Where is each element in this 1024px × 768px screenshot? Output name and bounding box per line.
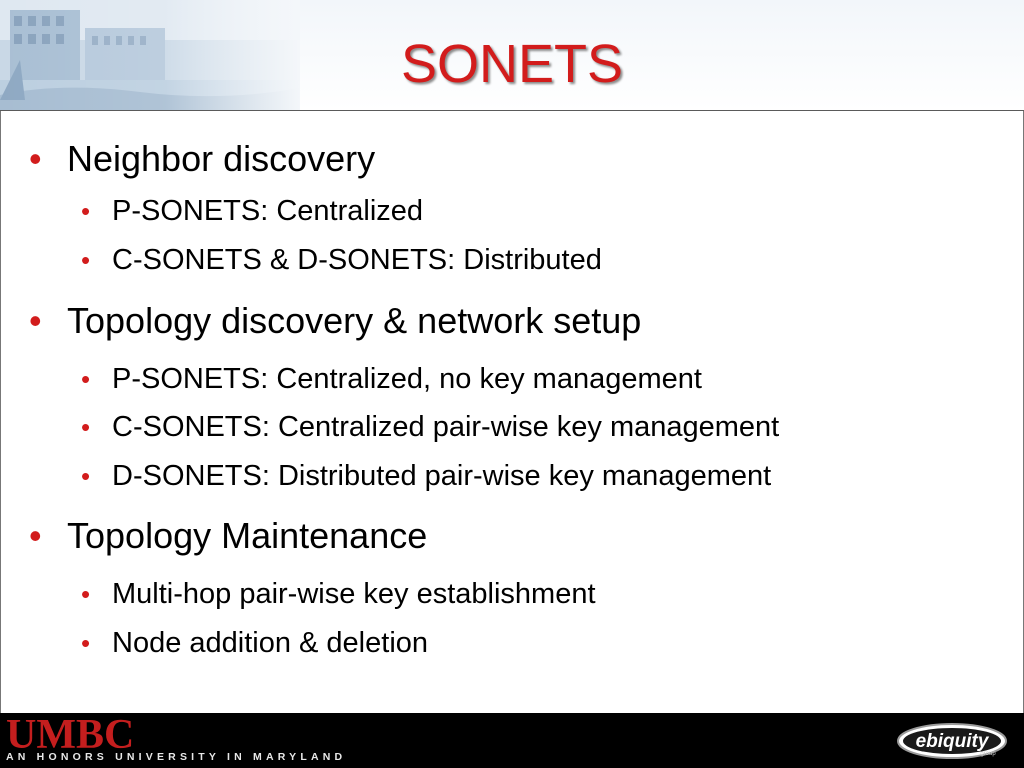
bullet-icon: • (81, 461, 91, 491)
slide-body (0, 111, 1024, 713)
ebiquity-logo-subtext: group (980, 751, 996, 757)
sub-bullet-text: P-SONETS: Centralized, no key management (112, 363, 702, 395)
bullet-text: Topology Maintenance (67, 515, 428, 556)
bullet-icon: • (81, 196, 91, 226)
bullet-icon: • (29, 138, 42, 179)
bullet-icon: • (81, 628, 91, 658)
sub-bullet-item (81, 459, 771, 493)
sub-bullet-item (81, 194, 423, 228)
bullet-item (29, 139, 375, 179)
bullet-item (29, 301, 641, 341)
sub-bullet-text: C-SONETS: Centralized pair-wise key management (112, 411, 780, 443)
ebiquity-logo-text: ebiquity (915, 731, 989, 752)
sub-bullet-item (81, 410, 779, 444)
bullet-icon: • (81, 579, 91, 609)
sub-bullet-item (81, 362, 702, 396)
slide-footer (0, 713, 1024, 768)
sub-bullet-item (81, 626, 428, 660)
slide-header (0, 0, 1024, 111)
bullet-icon: • (81, 364, 91, 394)
bullet-icon: • (81, 245, 91, 275)
umbc-logo: UMBC (6, 712, 135, 758)
bullet-icon: • (81, 412, 91, 442)
bullet-icon: • (29, 515, 42, 556)
sub-bullet-item (81, 577, 596, 611)
sub-bullet-text: Node addition & deletion (112, 627, 429, 659)
slide-title: SONETS (400, 34, 624, 94)
bullet-icon: • (29, 300, 42, 341)
bullet-text: Topology discovery & network setup (67, 300, 642, 341)
sub-bullet-text: Multi-hop pair-wise key establishment (112, 578, 596, 610)
umbc-tagline: AN HONORS UNIVERSITY IN MARYLAND (6, 751, 347, 763)
sub-bullet-text: C-SONETS & D-SONETS: Distributed (112, 244, 602, 276)
bullet-item (29, 516, 427, 556)
bullet-text: Neighbor discovery (67, 138, 376, 179)
sub-bullet-text: D-SONETS: Distributed pair-wise key management (112, 460, 772, 492)
sub-bullet-item (81, 243, 602, 277)
ebiquity-logo-icon (896, 721, 1008, 761)
sub-bullet-text: P-SONETS: Centralized (112, 195, 424, 227)
